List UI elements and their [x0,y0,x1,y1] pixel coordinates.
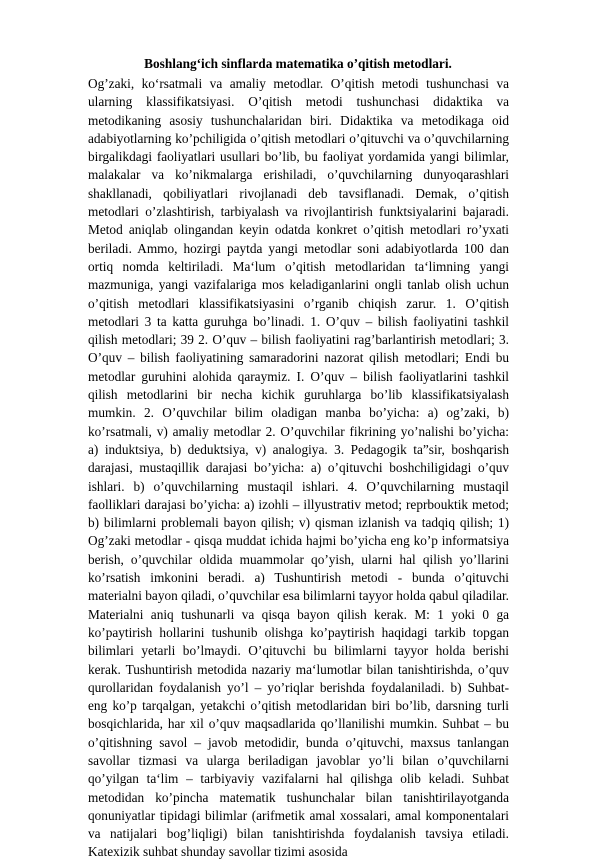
document-title: Boshlang‘ich sinflarda matematika o’qitish metodlari. [144,56,452,71]
document-body-paragraph: Og’zaki, ko‘rsatmali va amaliy metodlar. O’qitish metodi tushunchasi va ularning klassifikatsiyasi. O’qitish metodi tushunchasi didaktika va metodikaning asosiy tushunchalaridan biri. Didaktika va metodikaga oid adabiyotlarning ko’pchiligida o’qitish metodlari o’qituvchi va o’quvchilarning birgalikdagi faoliyatlari usullari bo’lib, bu faoliyat yordamida yangi bilimlar, malakalar va ko’nikmalarga erishiladi, o’quvchilarning dunyoqarashlari shakllanadi, qobiliyatlari rivojlanadi deb tavsiflanadi. Demak, o’qitish metodlari o’zlashtirish, tarbiyalash va rivojlantirish funktsiyalarini bajaradi. Metod aniqlab olingandan keyin odatda konkret o’qitish metodlari ro’yxati beriladi. Ammo, hozirgi paytda yangi metodlar soni adabiyotlarda 100 dan ortiq nomda keltiriladi. Ma‘lum o’qitish metodlaridan ta‘limning yangi mazmuniga, yangi vazifalariga mos keladiganlarini ongli tanlab olish uchun o’qitish metodlari klassifikatsiyasini o’rganib chiqish zarur. 1. O’qitish metodlari 3 ta katta guruhga bo’linadi. 1. O’quv – bilish faoliyatini tashkil qilish metodlari; 39 2. O’quv – bilish faoliyatini rag’barlantirish metodlari; 3. O’quv – bilish faoliyatining samaradorini nazorat qilish metodlari; Endi bu metodlar guruhini alohida qaraymiz. I. O’quv – bilish faoliyatlarini tashkil qilish metodlarini bir necha kichik guruhlarga bo’lib klassifikatsiyalash mumkin. 2. O’quvchilar bilim oladigan manba bo’yicha: a) og’zaki, b) ko’rsatmali, v) amaliy metodlar 2. O’quvchilar fikrining yo’nalishi bo’yicha: a) induktsiya, b) deduktsiya, v) analogiya. 3. Pedagogik ta”sir, boshqarish darajasi, mustaqillik darajasi bo’yicha: a) o’qituvchi boshchiligidagi o’quv ishlari. b) o’quvchilarning mustaqil ishlari. 4. O’quvchilarning mustaqil faolliklari darajasi bo’yicha: a) izohli – illyustrativ metod; reprbouktik metod; b) bilimlarni problemali bayon qilish; v) qisman izlanish va tadqiq qilish; 1) Og’zaki metodlar - qisqa muddat ichida hajmi bo’yicha eng ko’p informatsiya berish, o’quvchilar oldida muammolar qo’yish, ularni hal qilish yo’llarini ko’rsatish imkonini beradi. a) Tushuntirish metodi - bunda o’qituvchi materialni bayon qiladi, o’quvchilar esa bilimlarni tayyor holda qabul qiladilar. Materialni aniq tushunarli va qisqa bayon qilish kerak. M: 1 yoki 0 ga ko’paytirish hollarini tushunib olishga ko’paytirish haqidagi tarkib topgan bilimlari yetarli bo’lmaydi. O’qituvchi bu bilimlarni tayyor holda berishi kerak. Tushuntirish metodida nazariy ma‘lumotlar bilan tanishtirishda, o’quv qurollaridan foydalanish yo’l – yo’riqlar berishda foydalaniladi. b) Suhbat- eng ko’p tarqalgan, yetakchi o’qitish metodlaridan biri bo’lib, darsning turli bosqichlarida, har xil o’quv maqsadlarida qo’llanilishi mumkin. Suhbat – bu o’qitishning savol – javob metodidir, bunda o’qituvchi, maxsus tanlangan savollar tizmasi va ularga beriladigan javoblar yo’li bilan o’quvchilarni qo’yilgan ta‘lim – tarbiyaviy vazifalarni hal qilishga olib keladi. Suhbat metodidan ko’pincha matematik tushunchalar bilan tanishtirilayotganda qonuniyatlar tipidagi bilimlar (arifmetik amal xossalari, amal komponentalari va natijalari bog’liqligi) bilan tanishtirishda foydalanish tavsiya etiladi. Katexizik suhbat shunday savollar tizimi asosida [88,76,509,860]
